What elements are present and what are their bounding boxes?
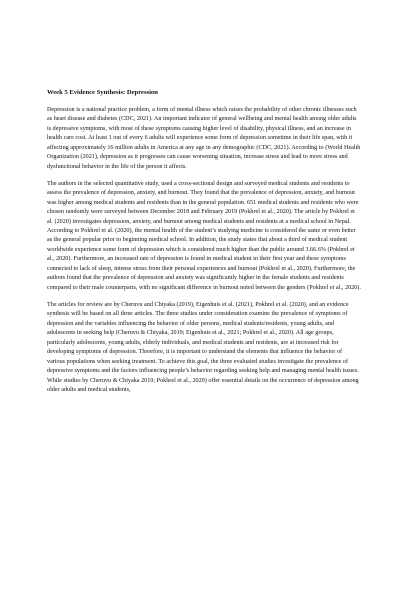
paragraph-intro: Depression is a national practice problem, a form of mental illness which raises the probability of other chronic illnesses such as heart disease and diabetes (CDC, 2021). An important indicator of general wellbeing and mental health among older adults is depressive symptoms, with most of these symptoms causing higher level of disability, physical illness, and an increase in health care cost. At least 1 out of every 6 adults will experience some form of depression sometime in their life span, with it affecting approximately 16 million adults in America at any age in any demographic (CDC, 2021). According to (World Health Organization (2021), depression as it progresses can cause worsening situation, increase stress and lead to more stress and dysfunctional behavior in the life of the person it affects. (47, 106, 361, 170)
paragraph-quantitative-study: The authors in the selected quantitative study, used a cross-sectional design and surveyed medical students and residents to assess the prevalence of depression, anxiety, and burnout. They found that the prevalence of depression, anxiety, and burnout was higher among medical students and residents than in the general population. 651 medical students and residents who were chosen randomly were surveyed between December 2018 and February 2019 (Pokhrel et al., 2020). The article by Pokhrel et al. (2020) investigates depression, anxiety, and burnout among medical students and residents at a medical school in Nepal. According to Pokhrel et al. (2020), the mental health of the student’s studying medicine is considered the same or even better as the general popular prior to beginning medical school. In addition, the study states that about a third of medical student worldwide experience some form of depression which is considered much higher than the public around 3.66.6% (Pokhrel et al., 2020). Furthermore, an increased rate of depression is found in medical student in their first year and these symptoms connected to lack of sleep, intense stress from their personal experiences and burnout (Pokhrel et al., 2020). Furthermore, the authors found that the prevalence of depression and anxiety was significantly higher in the female students and residents compared to their male counterparts, with no significant difference in burnout noted between the genders (Pokhrel et al., 2020). (47, 180, 361, 291)
paragraph-evidence-synthesis: The articles for review are by Cheruvu and Chiyaka (2019), Eigenhuis et al. (2021), Pokhrel et al. (2020), and an evidence synthesis will be based on all three articles. The three studies under consideration examine the prevalence of symptoms of depression and the variables influencing the behavior of older persons, medical students/residents, young adults, and adolescents in seeking help (Cheruvu & Chiyaka, 2019; Eigenhuis et al., 2021; Pokhrel et al., 2020). All age groups, particularly adolescents, young adults, elderly individuals, and medical students and residents, are at increased risk for developing symptoms of depression. Therefore, it is important to understand the elements that influence the behavior of various populations when seeking treatment. To achieve this goal, the three evaluated studies investigate the prevalence of depressive symptoms and the factors influencing people’s behavior regarding seeking help and managing mental health issues. While studies by Cheruvu & Chiyaka 2019; Pokhrel et al., 2020) offer essential details on the occurrence of depression among older adults and medical students, (47, 301, 359, 393)
document-body (47, 89, 361, 403)
document-title: Week 5 Evidence Synthesis: Depression (47, 89, 158, 96)
